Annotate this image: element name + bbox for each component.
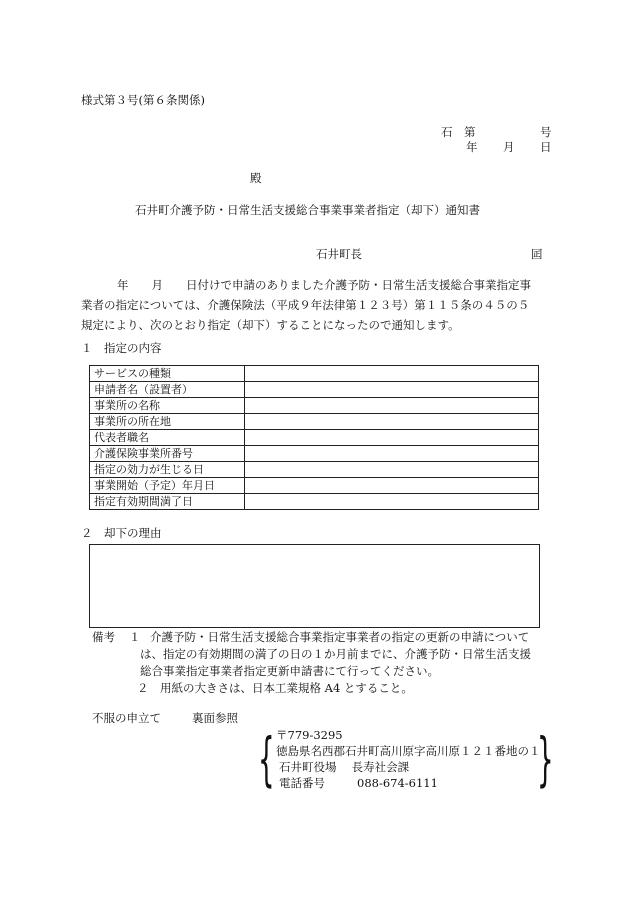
designation-row [90,494,539,510]
contact-phone-label: 電話番号 [279,776,325,790]
designation-row-value[interactable] [245,446,539,462]
designation-row-label: サービスの種類 [90,366,245,382]
designation-row-label: 事業所の所在地 [90,414,245,430]
date-month-label: 月 [503,140,515,154]
contact-address: 徳島県名西郡石井町高川原字高川原１２１番地の１ [276,744,541,758]
designation-table [89,365,539,510]
note-1-line-2: は、指定の有効期間の満了の日の１か月前までに、介護予防・日常生活支援 [140,647,531,661]
designation-row [90,366,539,382]
designation-row-label: 代表者職名 [90,430,245,446]
right-brace-icon: } [537,725,554,793]
contact-phone: 088-674-6111 [357,776,438,790]
reference-prefix: 石 第 [441,125,476,139]
designation-row-value[interactable] [245,430,539,446]
contact-postal: 〒779-3295 [276,728,343,742]
document-title: 石井町介護予防・日常生活支援総合事業事業者指定（却下）通知書 [135,203,480,217]
note-1-line-1: 介護予防・日常生活支援総合事業指定事業者の指定の更新の申請について [150,630,530,644]
form-number: 様式第３号(第６条関係) [81,93,205,107]
designation-row-label: 指定の効力が生じる日 [90,462,245,478]
designation-row-label: 申請者名（設置者） [90,382,245,398]
note-2-number: ２ [137,681,149,695]
designation-row [90,382,539,398]
designation-row-value[interactable] [245,494,539,510]
appeal-reference: 裏面参照 [192,711,238,725]
notes-label: 備考 [92,630,115,644]
body-line-3: 規定により、次のとおり指定（却下）することになったので通知します。 [81,318,460,332]
date-year-label: 年 [466,140,478,154]
designation-row [90,414,539,430]
section1-heading: １ 指定の内容 [81,341,162,355]
designation-row-label: 指定有効期間満了日 [90,494,245,510]
rejection-reason-box[interactable] [89,544,540,628]
designation-row [90,462,539,478]
designation-row-label: 介護保険事業所番号 [90,446,245,462]
note-1-number: １ [129,630,141,644]
designation-row [90,446,539,462]
designation-row-label: 事業開始（予定）年月日 [90,478,245,494]
body-line-2: 業者の指定については、介護保険法（平成９年法律第１２３号）第１１５条の４５の５ [81,298,530,312]
designation-row [90,478,539,494]
designation-row-value[interactable] [245,414,539,430]
issuer-name: 石井町長 [316,247,362,261]
issuer-seal: 囸 [531,247,543,261]
note-1-line-3: 総合事業指定事業者指定更新申請書にて行ってください。 [140,664,439,678]
contact-office: 石井町役場 長寿社会課 [279,760,410,774]
designation-row-value[interactable] [245,398,539,414]
designation-row-label: 事業所の名称 [90,398,245,414]
designation-row-value[interactable] [245,478,539,494]
addressee-suffix: 殿 [250,171,262,185]
designation-row-value[interactable] [245,462,539,478]
designation-row-value[interactable] [245,366,539,382]
body-paragraph [81,275,553,335]
designation-row-value[interactable] [245,382,539,398]
reference-suffix: 号 [540,125,552,139]
section2-heading: ２ 却下の理由 [81,526,162,540]
date-day-label: 日 [540,140,552,154]
body-line-1: 年 月 日付けで申請のありました介護予防・日常生活支援総合事業指定事 [117,278,531,292]
designation-row [90,430,539,446]
left-brace-icon: { [258,725,275,793]
designation-row [90,398,539,414]
appeal-label: 不服の申立て [92,711,161,725]
note-2-text: 用紙の大きさは、日本工業規格 A4 とすること。 [160,681,413,695]
